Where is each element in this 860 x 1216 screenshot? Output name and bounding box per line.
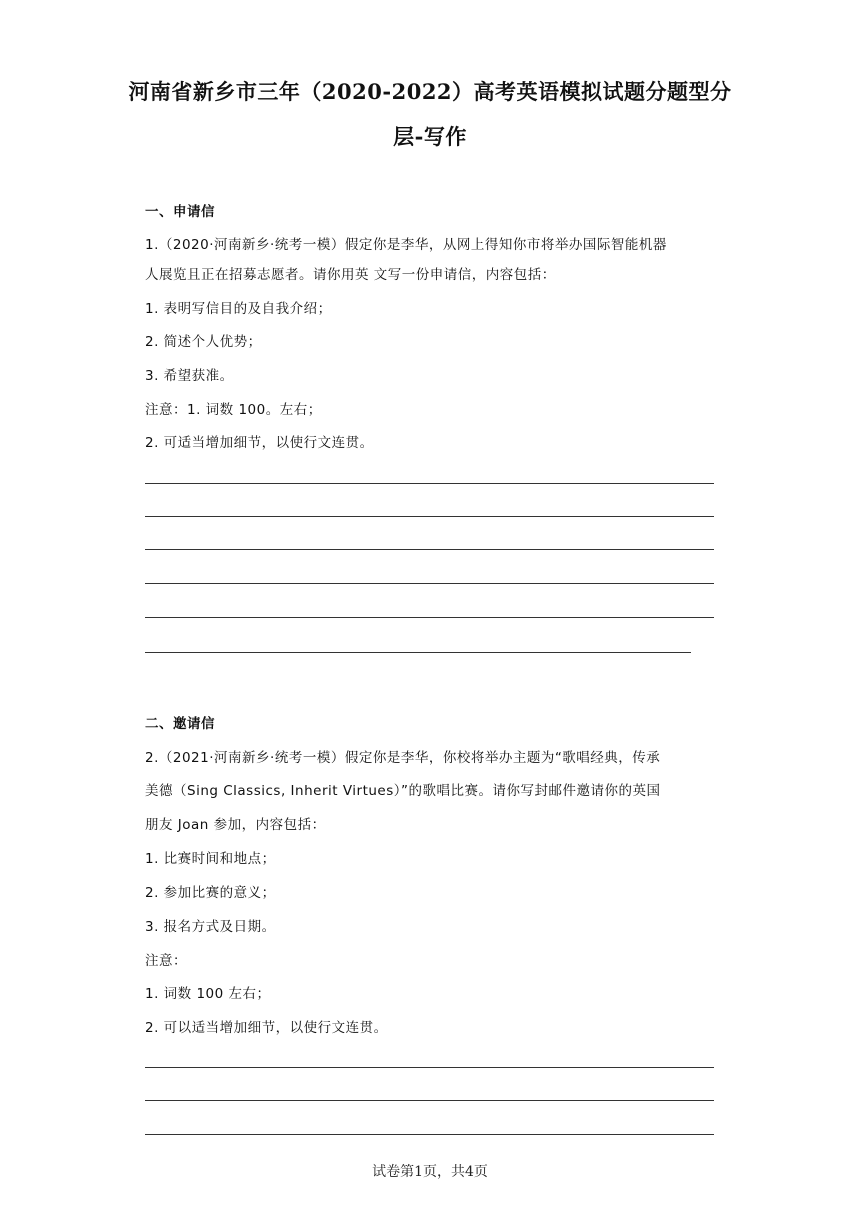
question-2-line-1: 2.（2021·河南新乡·统考一模）假定你是李华，你校将举办主题为“歌唱经典，传承 bbox=[145, 750, 661, 766]
question-2-note-1: 1. 词数 100 左右； bbox=[145, 986, 271, 1002]
document-title-line-2: 层-写作 bbox=[393, 124, 467, 149]
page-number-footer: 试卷第1页，共4页 bbox=[372, 1164, 488, 1180]
section-1-heading: 一、申请信 bbox=[145, 204, 215, 220]
question-2-item-2: 2. 参加比赛的意义； bbox=[145, 885, 276, 901]
answer-line bbox=[145, 583, 714, 584]
answer-line bbox=[145, 1067, 714, 1068]
document-title-line-1: 河南省新乡市三年（2020-2022）高考英语模拟试题分题型分 bbox=[128, 79, 732, 104]
question-1-item-1: 1. 表明写信目的及自我介绍； bbox=[145, 301, 332, 317]
answer-line bbox=[145, 617, 714, 618]
section-2-heading: 二、邀请信 bbox=[145, 716, 215, 732]
question-1-line-1: 1.（2020·河南新乡·统考一模）假定你是李华，从网上得知你市将举办国际智能机器 bbox=[145, 237, 667, 253]
question-2-line-2: 美德（Sing Classics, Inherit Virtues）”的歌唱比赛。请你写封邮件邀请你的英国 bbox=[145, 783, 661, 799]
answer-line bbox=[145, 1100, 714, 1101]
answer-line bbox=[145, 516, 714, 517]
answer-line bbox=[145, 652, 691, 653]
question-2-line-3: 朋友 Joan 参加，内容包括： bbox=[145, 817, 326, 833]
answer-line bbox=[145, 483, 714, 484]
question-2-item-1: 1. 比赛时间和地点； bbox=[145, 851, 276, 867]
question-2-note-2: 2. 可以适当增加细节，以使行文连贯。 bbox=[145, 1020, 388, 1036]
answer-line bbox=[145, 1134, 714, 1135]
question-1-item-3: 3. 希望获准。 bbox=[145, 368, 234, 384]
question-1-note-1: 注意：1. 词数 100。左右； bbox=[145, 402, 322, 418]
answer-line bbox=[145, 549, 714, 550]
question-2-note-label: 注意： bbox=[145, 953, 187, 969]
question-1-item-2: 2. 简述个人优势； bbox=[145, 334, 262, 350]
question-1-line-2: 人展览且正在招募志愿者。请你用英 文写一份申请信，内容包括： bbox=[145, 267, 556, 283]
question-1-note-2: 2. 可适当增加细节，以使行文连贯。 bbox=[145, 435, 374, 451]
question-2-item-3: 3. 报名方式及日期。 bbox=[145, 919, 276, 935]
